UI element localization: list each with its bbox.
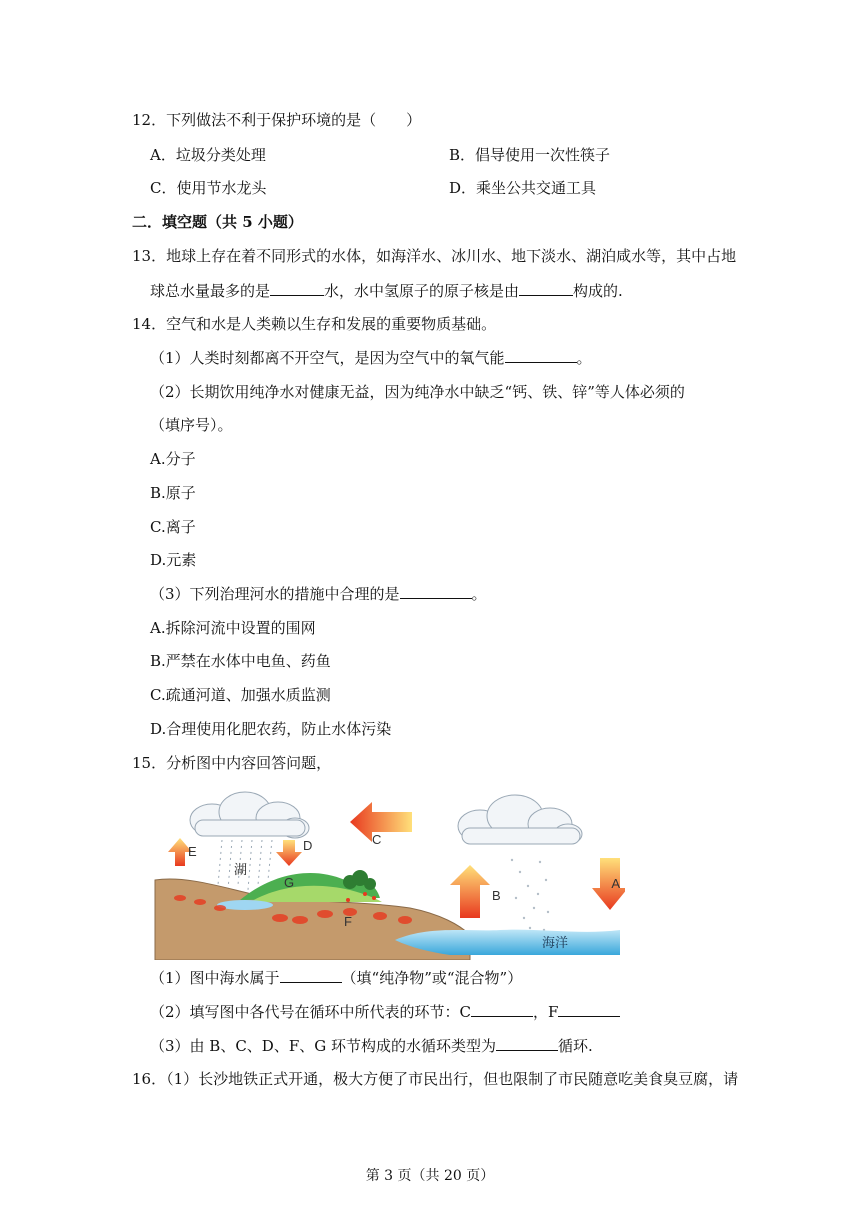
q14-part3 (150, 584, 487, 604)
cloud-left (190, 792, 309, 838)
q14-part2-line2: （填序号）。 (150, 416, 233, 434)
q14-part1-end: 。 (576, 349, 592, 367)
label-lake: 湖 (234, 863, 248, 878)
q15-blank-c[interactable] (471, 1002, 533, 1017)
water-cycle-diagram (150, 790, 625, 960)
q15-part1-hint: （填“纯净物”或“混合物”） (341, 969, 523, 987)
q14-part3-option: C.疏通河道、加强水质监测 (150, 686, 331, 704)
label-e: E (188, 844, 197, 859)
label-a: A (611, 876, 620, 891)
q15-part2 (150, 1002, 620, 1022)
label-g: G (284, 875, 295, 890)
q14-part1 (150, 348, 592, 368)
q15-blank-f[interactable] (558, 1002, 620, 1017)
arrow-d-down (276, 840, 302, 866)
q14-part2-option: C.离子 (150, 518, 196, 536)
q14-part2-option: D.元素 (150, 551, 197, 569)
q14-part2-line1: （2）长期饮用纯净水对健康无益，因为纯净水中缺乏“钙、铁、锌”等人体必须的 (150, 383, 685, 401)
q13-blank-2[interactable] (519, 281, 573, 296)
q12-stem: 12．下列做法不利于保护环境的是（ ） (132, 111, 422, 129)
q14-part3-option: B.严禁在水体中电鱼、药鱼 (150, 652, 331, 670)
q13-text-a: 球总水量最多的是 (150, 282, 271, 300)
q13-blank-1[interactable] (270, 281, 324, 296)
q13-text-c: 构成的. (573, 282, 623, 300)
label-f: F (344, 914, 352, 929)
q14-part3-option: D.合理使用化肥农药，防止水体污染 (150, 720, 392, 738)
q14-part3-text: （3）下列治理河水的措施中合理的是 (150, 585, 400, 603)
q12-option-b: B．倡导使用一次性筷子 (449, 146, 611, 164)
q15-blank-1[interactable] (280, 968, 342, 983)
q12-option-a: A．垃圾分类处理 (150, 146, 266, 164)
q15-part3-text: （3）由 B、C、D、F、G 环节构成的水循环类型为 (150, 1037, 496, 1055)
q14-blank-1[interactable] (505, 348, 577, 363)
q15-stem: 15．分析图中内容回答问题， (132, 754, 332, 772)
q15-part3-end: 循环. (558, 1037, 593, 1055)
q14-part3-end: 。 (471, 585, 487, 603)
q14-stem: 14．空气和水是人类赖以生存和发展的重要物质基础。 (132, 315, 497, 333)
label-d: D (303, 838, 313, 853)
q16-line1: 16．（1）长沙地铁正式开通，极大方便了市民出行，但也限制了市民随意吃美食臭豆腐，请 (132, 1070, 739, 1088)
q15-part2-f: ，F (533, 1003, 559, 1021)
label-b: B (492, 888, 501, 903)
q14-part2-option: B.原子 (150, 484, 196, 502)
arrow-b-up (450, 865, 490, 918)
cloud-right (458, 795, 582, 844)
q14-part1-text: （1）人类时刻都离不开空气，是因为空气中的氧气能 (150, 349, 505, 367)
arrow-a-down (592, 858, 625, 910)
label-c: C (372, 832, 382, 847)
section-title-fill-in: 二．填空题（共 5 小题） (132, 213, 303, 231)
q15-part2-text: （2）填写图中各代号在循环中所代表的环节：C (150, 1003, 472, 1021)
q14-part3-option: A.拆除河流中设置的围网 (150, 619, 316, 637)
q15-part3 (150, 1036, 593, 1056)
q12-option-c: C．使用节水龙头 (150, 179, 267, 197)
q15-blank-3[interactable] (496, 1036, 558, 1051)
q14-part2-option: A.分子 (150, 450, 196, 468)
q15-part1-text: （1）图中海水属于 (150, 969, 280, 987)
q13-text-b: 水，水中氢原子的原子核是由 (324, 282, 520, 300)
q13-line1: 13．地球上存在着不同形式的水体，如海洋水、冰川水、地下淡水、湖泊咸水等，其中占地 (132, 247, 737, 265)
q12-option-d: D．乘坐公共交通工具 (449, 179, 597, 197)
label-ocean: 海洋 (542, 936, 569, 951)
q13-line2 (150, 281, 623, 301)
q14-blank-3[interactable] (400, 584, 472, 599)
q15-part1 (150, 968, 522, 988)
rain-right (511, 859, 549, 931)
page-footer: 第 3 页（共 20 页） (365, 1168, 495, 1184)
